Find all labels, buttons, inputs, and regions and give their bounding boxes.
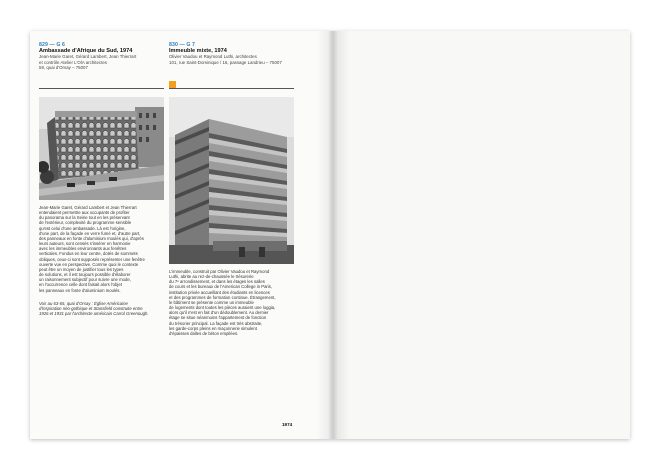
text-line: peut être un moyen de justifier tous les types [39,266,124,272]
entry-architects-left-1: Jean-Marie Garet, Gérard Lambert, Jean Thierrart [39,54,137,59]
caption-line: 1926 et 1931 par l'architecte américain Carrol Greenough. [39,311,149,317]
entry-architects-right: Olivier Vaudou et Raymond Luthi, architectes [169,54,257,59]
text-line: d'épaisses dalles de béton empilées. [169,330,239,336]
text-line: Jean-Marie Garet, Gérard Lambert et Jean Thierrart [39,205,137,210]
text-line: les panneaux en fonte d'aluminium moulés. [39,287,121,293]
entry-title-left: Ambassade d'Afrique du Sud, 1974 [39,48,133,54]
embassy-photo [39,97,164,200]
left-body-text [39,205,164,293]
text-line: du trésorier principal. La façade est très abstraite, [169,320,263,326]
text-line: d'une part, de la façade en verre fumé et, d'autre part, [39,230,141,236]
orange-marker-square [169,81,176,88]
text-line: de l'extérieur, complexité du programme sensible [39,220,132,226]
book-gutter [316,31,350,439]
text-line: alors qu'il n'est en fait d'un dédoublement. Au dernier [169,310,269,316]
caption-line: d'inspiration néo-gothique et Stansfield construite entre [39,306,143,312]
text-line: de solutions, et il est toujours possible d'élaborer [39,272,131,278]
text-line: leurs auteurs, sont censés s'insérer en harmonie [39,241,131,247]
text-line: en l'occurrence celle dont faisait alors l'objet [39,282,122,288]
right-body-text [169,269,294,336]
text-line: Luthi, abrite au rez-de-chaussée le trésorerie [169,274,254,280]
text-line: le bâtiment se présente comme un immeuble [169,299,254,305]
text-line: entendaient permettre aux occupants de profiter [39,210,130,216]
text-line: des panneaux en fonte d'aluminium moulés qui, d'après [39,235,144,241]
entry-architects-left-2: et contrôle Atelier L'OlA architectes [39,59,107,65]
text-line: de cours et les bureaux de l'American College in Paris, [169,284,273,290]
immeuble-photo-illustration [169,97,294,264]
text-line: L'immeuble, construit par Olivier Vaudou et Raymond [169,269,270,274]
text-line: avec les immeubles environnants aux fenêtres [39,246,127,252]
text-line: verticales. Fondus en leur centre, dotés de sommets [39,251,138,257]
text-line: institution privée accueillant des étudiants en licences [169,289,270,295]
text-line: un raisonnement subjectif pour suivre une mode, [39,277,131,283]
entry-address-right: 101, rue Saint-Dominique / 16, passage Landrieu – 75007 [169,59,282,65]
text-line: qu'est celui d'une ambassade. Là est l'origine, [39,225,126,231]
header-rule-right [169,88,294,89]
entry-number-left: 829 — G 6 [39,42,65,48]
page-folio: 1974 [282,422,293,427]
text-line: de logements dont toutes les pièces auraient une loggia, [169,305,276,311]
caption-line: Voir au 63-65, quai d'Orsay : Église Américaine [39,301,128,306]
entry-title-right: Immeuble mixte, 1974 [169,48,227,54]
text-line: du 7ᵉ arrondissement, et dans les étages les salles [169,279,265,285]
entry-address-left: 59, quai d'Orsay – 75007 [39,65,88,70]
left-caption [39,301,164,316]
left-page [30,31,330,439]
immeuble-photo [169,97,294,264]
text-line: étage se situe néanmoins l'appartement de fonction [169,315,267,321]
right-page [330,31,630,439]
text-line: ouverte vue en perspective. Comme quoi le contexte [39,261,139,267]
text-line: du panorama sur la Seine tout en les préservant [39,215,130,221]
book-spread [30,31,630,439]
header-rule-left [39,88,164,89]
embassy-photo-illustration [39,97,164,200]
text-line: et des programmes de formation continue. Étrangement, [169,294,276,300]
entry-number-right: 830 — G 7 [169,42,195,48]
text-line: obliques, ceux-ci sont supposés représenter une fenêtre [39,256,145,262]
text-line: les garde-corps pleins en maçonnerie simulent [169,325,257,331]
